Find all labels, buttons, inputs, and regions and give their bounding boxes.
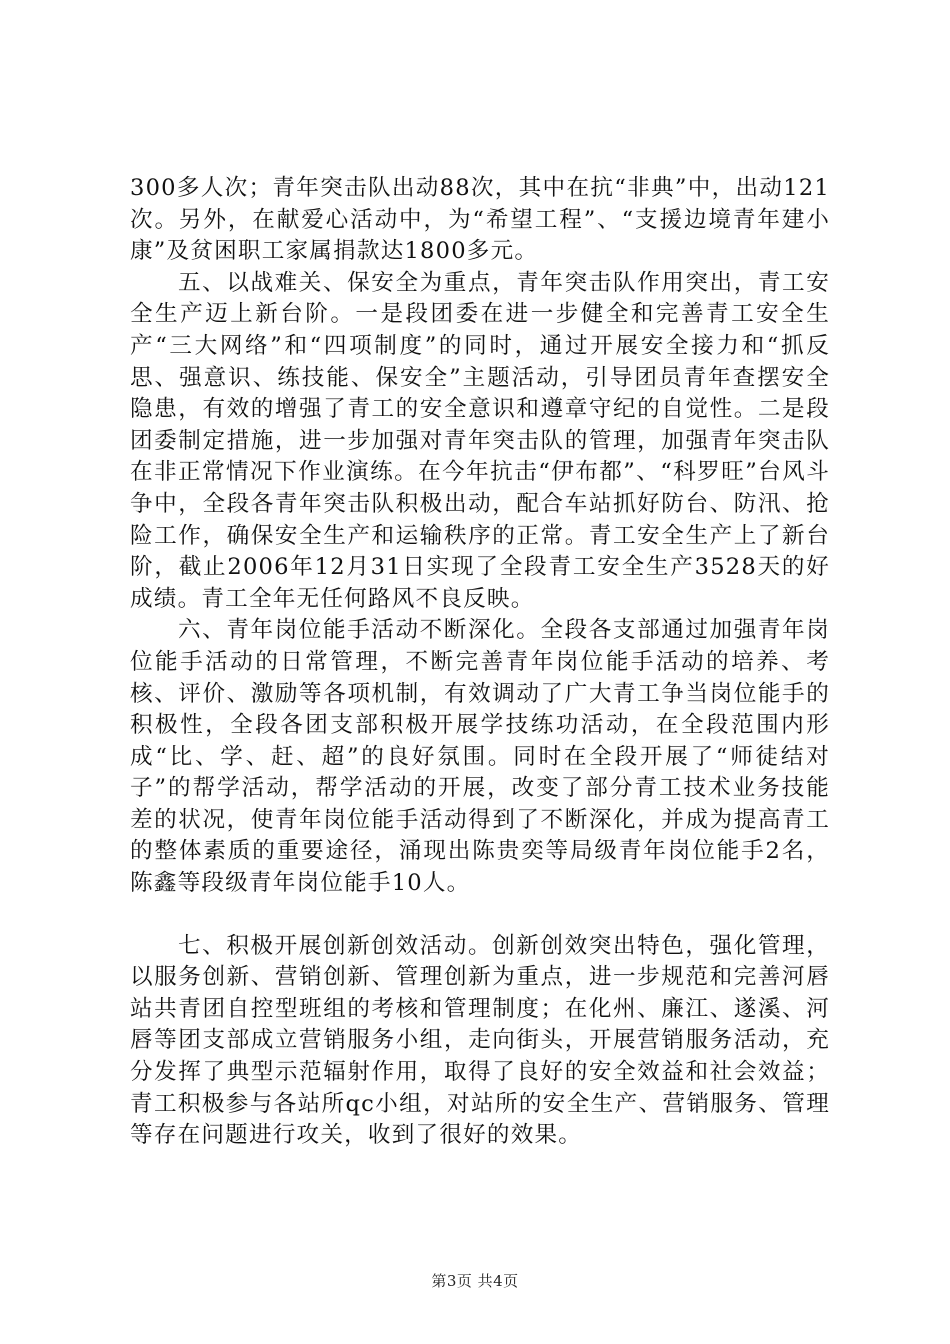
paragraph-section-six: 六、青年岗位能手活动不断深化。全段各支部通过加强青年岗位能手活动的日常管理，不断完善青年岗位能手活动的培养、考核、评价、激励等各项机制，有效调动了广大青工争当岗位能手的积极性，全段各团支部积极开展学技练功活动，在全段范围内形成“比、学、赶、超”的良好氛围。同时在全段开展了“师徒结对子”的帮学活动，帮学活动的开展，改变了部分青工技术业务技能差的状况，使青年岗位能手活动得到了不断深化，并成为提高青工的整体素质的重要途径，涌现出陈贵奕等局级青年岗位能手2名，陈鑫等段级青年岗位能手10人。 xyxy=(130,617,830,897)
paragraph-spacer xyxy=(130,900,830,931)
paragraph-continuation: 300多人次；青年突击队出动88次，其中在抗“非典”中，出动121次。另外，在献爱心活动中，为“希望工程”、“支援边境青年建小康”及贫困职工家属捐款达1800多元。 xyxy=(130,175,830,265)
paragraph-section-five: 五、以战难关、保安全为重点，青年突击队作用突出，青工安全生产迈上新台阶。一是段团委在进一步健全和完善青工安全生产“三大网络”和“四项制度”的同时，通过开展安全接力和“抓反思、强意识、练技能、保安全”主题活动，引导团员青年查摆安全隐患，有效的增强了青工的安全意识和遵章守纪的自觉性。二是段团委制定措施，进一步加强对青年突击队的管理，加强青年突击队在非正常情况下作业演练。在今年抗击“伊布都”、“科罗旺”台风斗争中，全段各青年突击队积极出动，配合车站抓好防台、防汛、抢险工作，确保安全生产和运输秩序的正常。青工安全生产上了新台阶，截止2006年12月31日实现了全段青工安全生产3528天的好成绩。青工全年无任何路风不良反映。 xyxy=(130,269,830,612)
paragraph-section-seven: 七、积极开展创新创效活动。创新创效突出特色，强化管理，以服务创新、营销创新、管理创新为重点，进一步规范和完善河唇站共青团自控型班组的考核和管理制度；在化州、廉江、遂溪、河唇等团支部成立营销服务小组，走向街头，开展营销服务活动，充分发挥了典型示范辐射作用，取得了良好的安全效益和社会效益；青工积极参与各站所qc小组，对站所的安全生产、营销服务、管理等存在问题进行攻关，收到了很好的效果。 xyxy=(130,932,830,1149)
page-number-footer: 第3页 共4页 xyxy=(431,1272,519,1290)
document-body xyxy=(130,173,830,1152)
